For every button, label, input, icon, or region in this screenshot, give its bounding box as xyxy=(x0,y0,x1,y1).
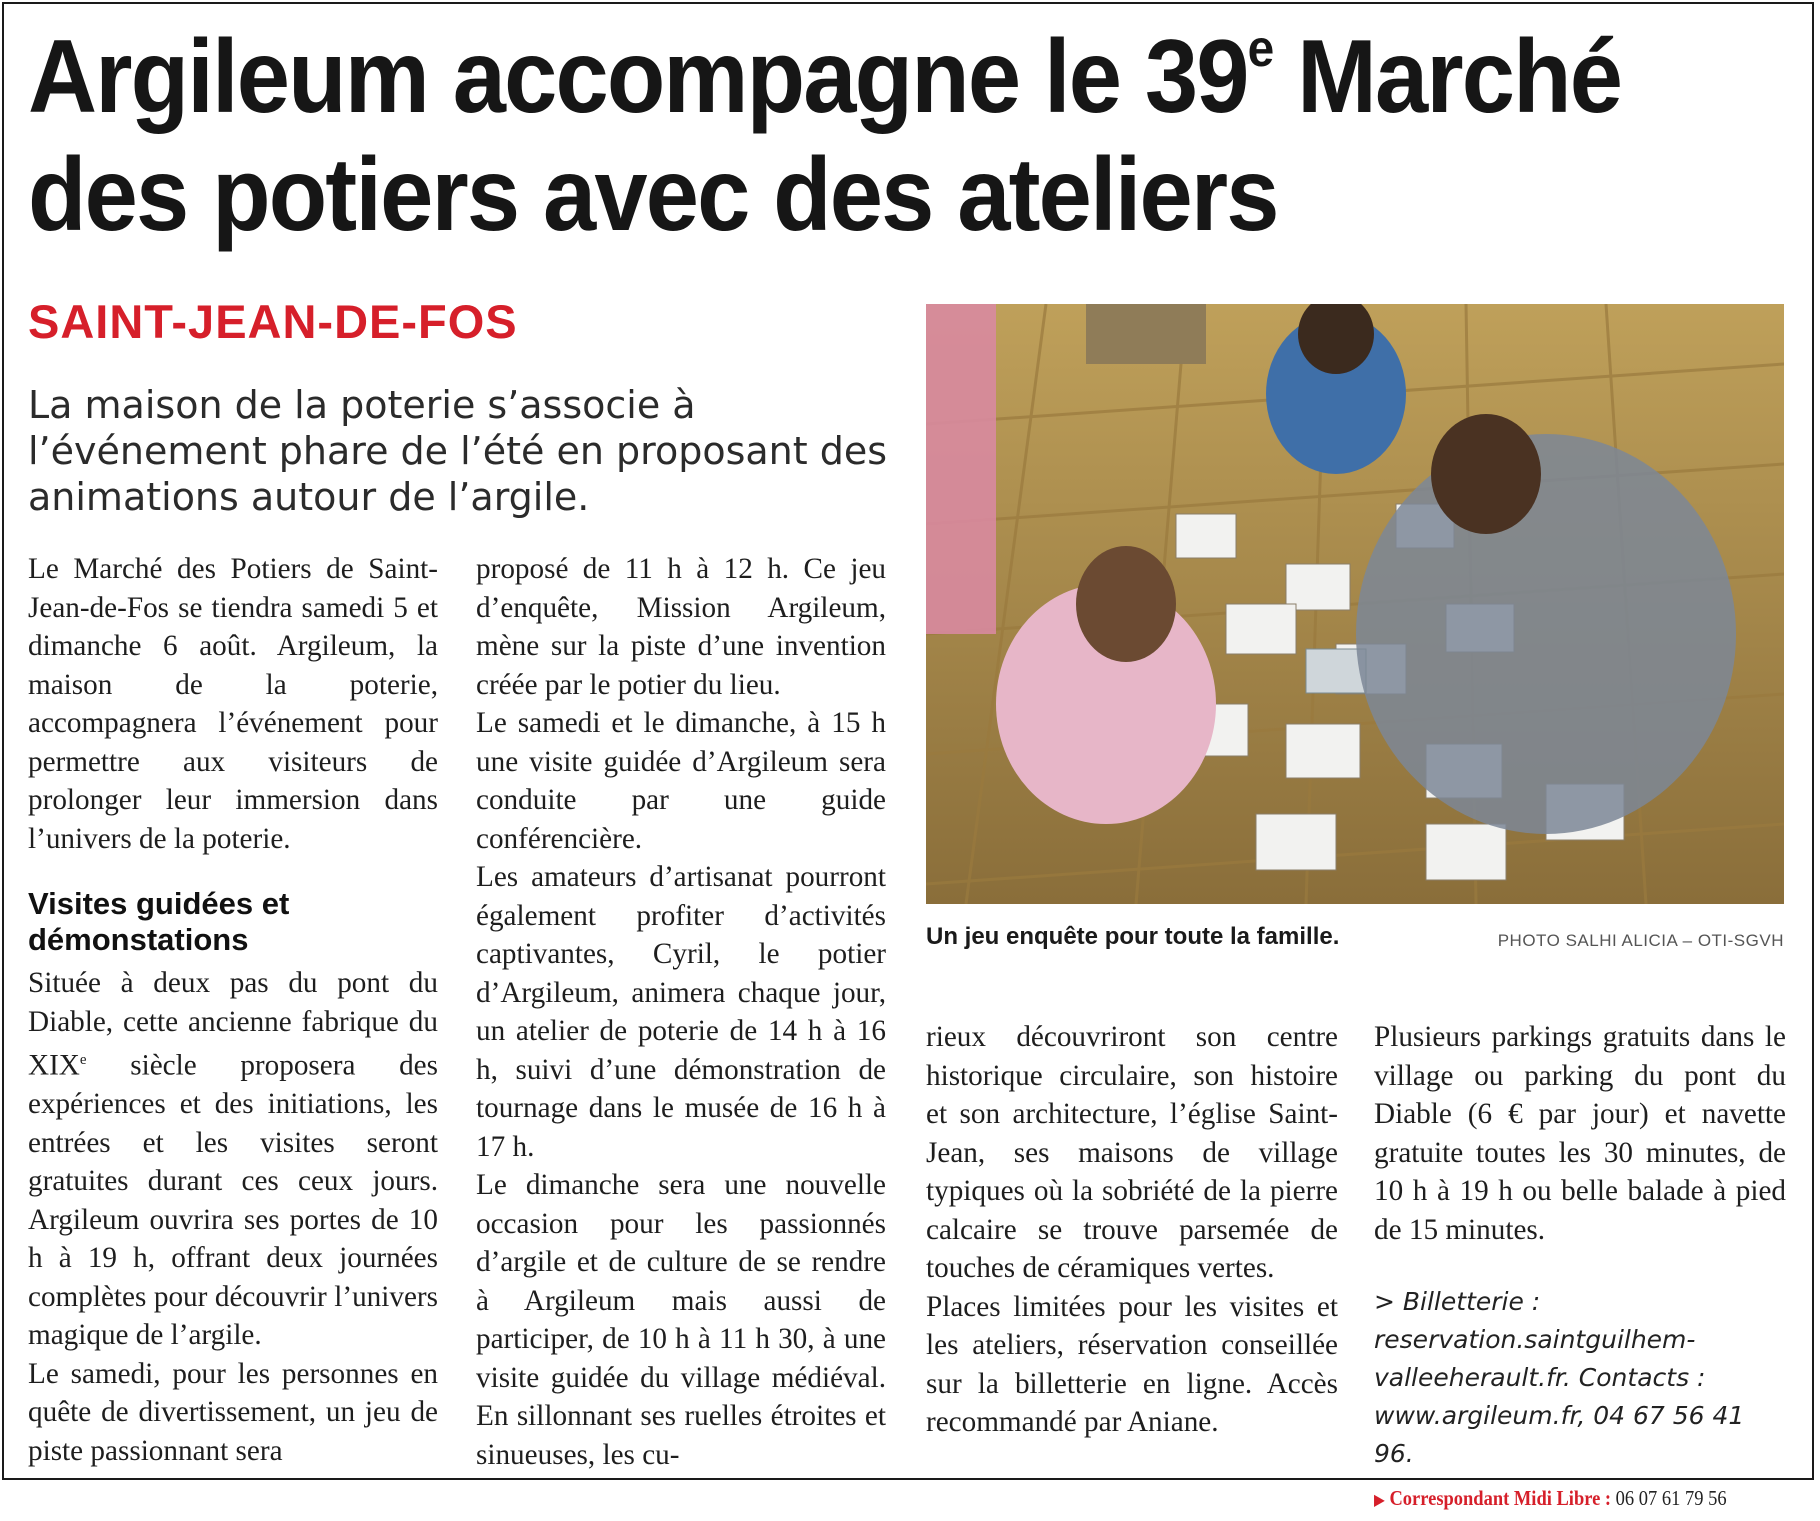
caption-text: Un jeu enquête pour toute la famille. xyxy=(926,923,1340,950)
superscript: e xyxy=(79,1052,87,1068)
paragraph: Le samedi, pour les personnes en quête de divertissement, un jeu de piste passionnant sera xyxy=(28,1357,438,1467)
paragraph: rieux découvriront son centre historique circulaire, son histoire et son architecture, l’église Saint-Jean, ses maisons de village typiques où la sobriété de la pierre calcaire se trouve parsemée de touches de céramiques vertes. xyxy=(926,1021,1338,1284)
headline-part: Argileum accompagne le 39 xyxy=(28,19,1248,135)
column-4 xyxy=(1374,1018,1786,1521)
paragraph: Le Marché des Potiers de Saint-Jean-de-Fos se tiendra samedi 5 et dimanche 6 août. Argileum, la maison de la poterie, accompagnera l’événement pour permettre aux visiteurs de prolonger leur immersion dans l’univers de la poterie. xyxy=(28,553,438,855)
headline-superscript: e xyxy=(1247,20,1273,78)
column-2 xyxy=(476,550,886,1474)
text-run: siècle proposera des expériences et des initiations, les entrées et les visites seront gratuites durant ces ceux jours. Argileum ouvrira ses portes de 10 h à 19 h, offrant deux journées complètes pour découvrir l’univers magique de l’argile. xyxy=(28,1049,438,1352)
paragraph: Plusieurs parkings gratuits dans le village ou parking du pont du Diable (6 € par jour) et navette gratuite toutes les 30 minutes, de 10 h à 19 h ou belle balade à pied de 15 minutes. xyxy=(1374,1021,1786,1246)
photo-caption xyxy=(926,922,1784,952)
photo-credit: PHOTO SALHI ALICIA – OTI-SGVH xyxy=(1497,931,1784,950)
headline xyxy=(28,18,1656,254)
paragraph xyxy=(28,964,438,1355)
text-run: Située à deux pas du pont du Diable, cette ancienne fabrique du XIX xyxy=(28,967,438,1082)
correspondent-phone: 06 07 61 79 56 xyxy=(1615,1486,1727,1510)
standfirst: La maison de la poterie s’associe à l’événement phare de l’été en proposant des animations autour de l’argile. xyxy=(28,383,888,519)
paragraph: Le samedi et le dimanche, à 15 h une visite guidée d’Argileum sera conduite par une guide conférencière. xyxy=(476,707,886,855)
correspondent-line xyxy=(1374,1479,1737,1521)
headline-line-1 xyxy=(28,18,1656,136)
column-3 xyxy=(926,1018,1338,1442)
headline-part: Marché xyxy=(1272,19,1622,135)
paragraph: Le dimanche sera une nouvelle occasion pour les passionnés d’argile et de culture de se rendre à Argileum mais aussi de participer, de 10 h à 11 h 30, à une visite guidée du village médiéval. En sillonnant ses ruelles étroites et sinueuses, les cu- xyxy=(476,1169,886,1471)
ticketing-info: > Billetterie : reservation.saintguilhem-valleeherault.fr. Contacts : www.argileum.fr, 04 67 56 41 96. xyxy=(1374,1287,1745,1468)
article-frame xyxy=(2,2,1814,1510)
correspondent-label: Correspondant Midi Libre : xyxy=(1389,1486,1612,1510)
article-photo xyxy=(926,304,1784,904)
subheading: Visites guidées et démonstations xyxy=(28,886,290,957)
column-1 xyxy=(28,550,438,1470)
paragraph: Les amateurs d’artisanat pourront également profiter d’activités captivantes, Cyril, le potier d’Argileum, animera chaque jour, un atelier de poterie de 14 h à 16 h, suivi d’une démonstration de tournage dans le musée de 16 h à 17 h. xyxy=(476,861,886,1163)
location-kicker: SAINT-JEAN-DE-FOS xyxy=(28,295,518,348)
headline-line-2: des potiers avec des ateliers xyxy=(28,137,1278,253)
photo-illustration xyxy=(926,304,1784,904)
paragraph: proposé de 11 h à 12 h. Ce jeu d’enquête, Mission Argileum, mène sur la piste d’une invention créée par le potier du lieu. xyxy=(476,553,886,701)
paragraph: Places limitées pour les visites et les ateliers, réservation conseillée sur la billetterie en ligne. Accès recommandé par Aniane. xyxy=(926,1290,1338,1438)
triangle-bullet-icon: ▶ xyxy=(1374,1492,1385,1509)
